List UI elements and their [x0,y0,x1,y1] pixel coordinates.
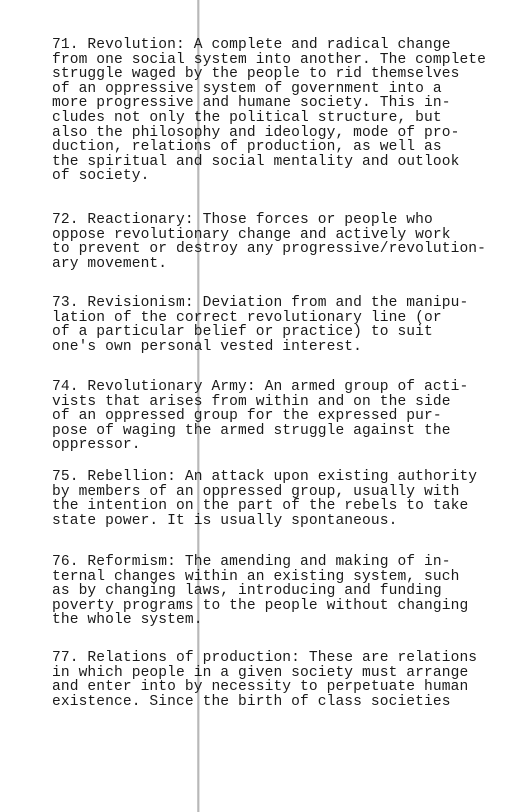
glossary-entry-revisionism: 73. Revisionism: Deviation from and the manipu- lation of the correct revolutionary line (or of a particular belief or practice) to suit one's own personal vested interest. [52,295,469,355]
glossary-entry-relations-of-production: 77. Relations of production: These are relations in which people in a given society must arrange and enter into by necessity to perpetuate human existence. Since the birth of class societies [52,650,478,710]
glossary-entry-reformism: 76. Reformism: The amending and making of in- ternal changes within an existing system, such as by changing laws, introducing and funding poverty programs to the people without changing the whole system. [52,554,469,629]
glossary-entry-revolutionary-army: 74. Revolutionary Army: An armed group of acti- vists that arises from within and on the side of an oppressed group for the expressed pur- pose of waging the armed struggle against the oppressor. [52,379,469,454]
glossary-entry-rebellion: 75. Rebellion: An attack upon existing authority by members of an oppressed group, usually with the intention on the part of the rebels to take state power. It is usually spontaneous. [52,469,478,529]
glossary-entry-revolution: 71. Revolution: A complete and radical change from one social system into another. The complete struggle waged by the people to rid themselves of an oppressive system of government into a more progressive and humane society. This in- cludes not only the political structure, but also the philosophy and ideology, mode of pro- duction, relations of production, as well as the spiritual and social mentality and outlook of society. [52,37,487,185]
glossary-entry-reactionary: 72. Reactionary: Those forces or people who oppose revolutionary change and actively work to prevent or destroy any progressive/revolution- ary movement. [52,212,487,272]
